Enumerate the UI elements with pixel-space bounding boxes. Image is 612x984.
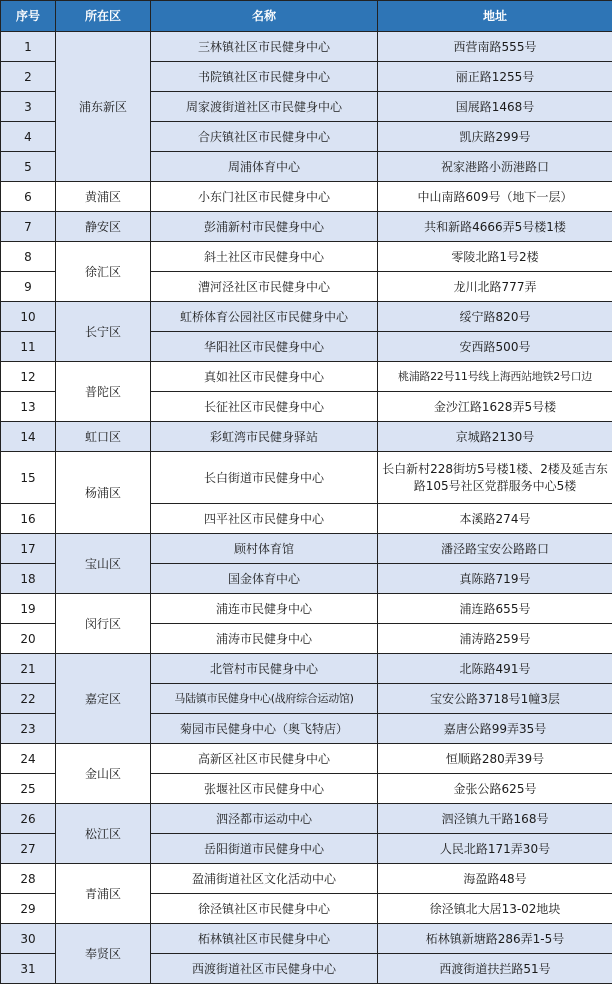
- row-no: 31: [1, 954, 56, 984]
- row-name: 小东门社区市民健身中心: [151, 182, 378, 212]
- row-district: 黄浦区: [56, 182, 151, 212]
- row-no: 30: [1, 924, 56, 954]
- row-no: 12: [1, 362, 56, 392]
- row-district: 杨浦区: [56, 452, 151, 534]
- row-district: 静安区: [56, 212, 151, 242]
- row-address: 凯庆路299号: [378, 122, 612, 152]
- row-name: 四平社区市民健身中心: [151, 504, 378, 534]
- header-no: 序号: [1, 1, 56, 32]
- table-row: [1, 452, 612, 504]
- row-address: 长白新村228街坊5号楼1楼、2楼及延吉东路105号社区党群服务中心5楼: [378, 452, 612, 504]
- row-name: 顾村体育馆: [151, 534, 378, 564]
- header-name: 名称: [151, 1, 378, 32]
- row-address: 绥宁路820号: [378, 302, 612, 332]
- table-row: [1, 32, 612, 62]
- row-name: 浦涛市民健身中心: [151, 624, 378, 654]
- row-address: 桃浦路22号11号线上海西站地铁2号口边: [378, 362, 612, 392]
- row-no: 9: [1, 272, 56, 302]
- row-address: 浦涛路259号: [378, 624, 612, 654]
- row-address: 祝家港路小沥港路口: [378, 152, 612, 182]
- table-row: [1, 212, 612, 242]
- row-district: 奉贤区: [56, 924, 151, 984]
- row-address: 金张公路625号: [378, 774, 612, 804]
- row-name: 真如社区市民健身中心: [151, 362, 378, 392]
- row-name: 彩虹湾市民健身驿站: [151, 422, 378, 452]
- row-name: 书院镇社区市民健身中心: [151, 62, 378, 92]
- row-no: 29: [1, 894, 56, 924]
- table-row: [1, 422, 612, 452]
- table-row: [1, 534, 612, 564]
- row-name: 泗泾都市运动中心: [151, 804, 378, 834]
- table-row: [1, 924, 612, 954]
- row-name: 合庆镇社区市民健身中心: [151, 122, 378, 152]
- table-row: [1, 744, 612, 774]
- row-address: 真陈路719号: [378, 564, 612, 594]
- row-district: 松江区: [56, 804, 151, 864]
- row-no: 28: [1, 864, 56, 894]
- row-no: 1: [1, 32, 56, 62]
- row-no: 26: [1, 804, 56, 834]
- table-row: [1, 182, 612, 212]
- row-name: 马陆镇市民健身中心(战府综合运动馆): [151, 684, 378, 714]
- row-address: 本溪路274号: [378, 504, 612, 534]
- row-no: 23: [1, 714, 56, 744]
- row-name: 柘林镇社区市民健身中心: [151, 924, 378, 954]
- row-name: 岳阳街道市民健身中心: [151, 834, 378, 864]
- table-row: [1, 594, 612, 624]
- header-address: 地址: [378, 1, 612, 32]
- row-district: 虹口区: [56, 422, 151, 452]
- row-name: 周家渡街道社区市民健身中心: [151, 92, 378, 122]
- table-row: [1, 864, 612, 894]
- row-district: 闵行区: [56, 594, 151, 654]
- row-address: 人民北路171弄30号: [378, 834, 612, 864]
- row-name: 北管村市民健身中心: [151, 654, 378, 684]
- row-address: 国展路1468号: [378, 92, 612, 122]
- row-address: 徐泾镇北大居13-02地块: [378, 894, 612, 924]
- row-no: 14: [1, 422, 56, 452]
- row-name: 虹桥体育公园社区市民健身中心: [151, 302, 378, 332]
- row-no: 24: [1, 744, 56, 774]
- row-district: 宝山区: [56, 534, 151, 594]
- row-address: 海盈路48号: [378, 864, 612, 894]
- row-no: 18: [1, 564, 56, 594]
- row-district: 浦东新区: [56, 32, 151, 182]
- row-name: 漕河泾社区市民健身中心: [151, 272, 378, 302]
- row-address: 恒顺路280弄39号: [378, 744, 612, 774]
- row-address: 丽正路1255号: [378, 62, 612, 92]
- header-district: 所在区: [56, 1, 151, 32]
- row-address: 泗泾镇九干路168号: [378, 804, 612, 834]
- table-row: [1, 242, 612, 272]
- row-no: 13: [1, 392, 56, 422]
- row-address: 安西路500号: [378, 332, 612, 362]
- table-row: [1, 654, 612, 684]
- row-address: 零陵北路1号2楼: [378, 242, 612, 272]
- row-address: 柘林镇新塘路286弄1-5号: [378, 924, 612, 954]
- row-name: 浦连市民健身中心: [151, 594, 378, 624]
- row-no: 5: [1, 152, 56, 182]
- row-no: 25: [1, 774, 56, 804]
- row-address: 潘泾路宝安公路路口: [378, 534, 612, 564]
- row-name: 彭浦新村市民健身中心: [151, 212, 378, 242]
- table-row: [1, 804, 612, 834]
- row-no: 15: [1, 452, 56, 504]
- row-no: 17: [1, 534, 56, 564]
- row-district: 嘉定区: [56, 654, 151, 744]
- row-no: 11: [1, 332, 56, 362]
- row-address: 嘉唐公路99弄35号: [378, 714, 612, 744]
- row-address: 龙川北路777弄: [378, 272, 612, 302]
- row-address: 北陈路491号: [378, 654, 612, 684]
- row-address: 共和新路4666弄5号楼1楼: [378, 212, 612, 242]
- row-address: 金沙江路1628弄5号楼: [378, 392, 612, 422]
- row-name: 长征社区市民健身中心: [151, 392, 378, 422]
- row-no: 19: [1, 594, 56, 624]
- row-no: 20: [1, 624, 56, 654]
- row-no: 10: [1, 302, 56, 332]
- row-name: 盈浦街道社区文化活动中心: [151, 864, 378, 894]
- row-no: 27: [1, 834, 56, 864]
- row-name: 华阳社区市民健身中心: [151, 332, 378, 362]
- row-name: 周浦体育中心: [151, 152, 378, 182]
- row-no: 4: [1, 122, 56, 152]
- table-row: [1, 302, 612, 332]
- row-name: 国金体育中心: [151, 564, 378, 594]
- row-address: 京城路2130号: [378, 422, 612, 452]
- row-address: 西营南路555号: [378, 32, 612, 62]
- row-address: 西渡街道扶拦路51号: [378, 954, 612, 984]
- table-row: [1, 362, 612, 392]
- row-no: 3: [1, 92, 56, 122]
- row-no: 16: [1, 504, 56, 534]
- row-name: 徐泾镇社区市民健身中心: [151, 894, 378, 924]
- row-district: 金山区: [56, 744, 151, 804]
- row-district: 普陀区: [56, 362, 151, 422]
- row-no: 7: [1, 212, 56, 242]
- row-name: 斜土社区市民健身中心: [151, 242, 378, 272]
- row-district: 徐汇区: [56, 242, 151, 302]
- row-name: 高新区社区市民健身中心: [151, 744, 378, 774]
- row-address: 宝安公路3718号1幢3层: [378, 684, 612, 714]
- row-no: 22: [1, 684, 56, 714]
- row-no: 21: [1, 654, 56, 684]
- row-district: 青浦区: [56, 864, 151, 924]
- row-name: 西渡街道社区市民健身中心: [151, 954, 378, 984]
- row-district: 长宁区: [56, 302, 151, 362]
- row-address: 中山南路609号（地下一层）: [378, 182, 612, 212]
- row-address: 浦连路655号: [378, 594, 612, 624]
- row-name: 三林镇社区市民健身中心: [151, 32, 378, 62]
- row-no: 2: [1, 62, 56, 92]
- row-name: 张堰社区市民健身中心: [151, 774, 378, 804]
- row-name: 长白街道市民健身中心: [151, 452, 378, 504]
- row-name: 菊园市民健身中心（奥飞特店）: [151, 714, 378, 744]
- row-no: 8: [1, 242, 56, 272]
- row-no: 6: [1, 182, 56, 212]
- table-header-row: [1, 1, 612, 32]
